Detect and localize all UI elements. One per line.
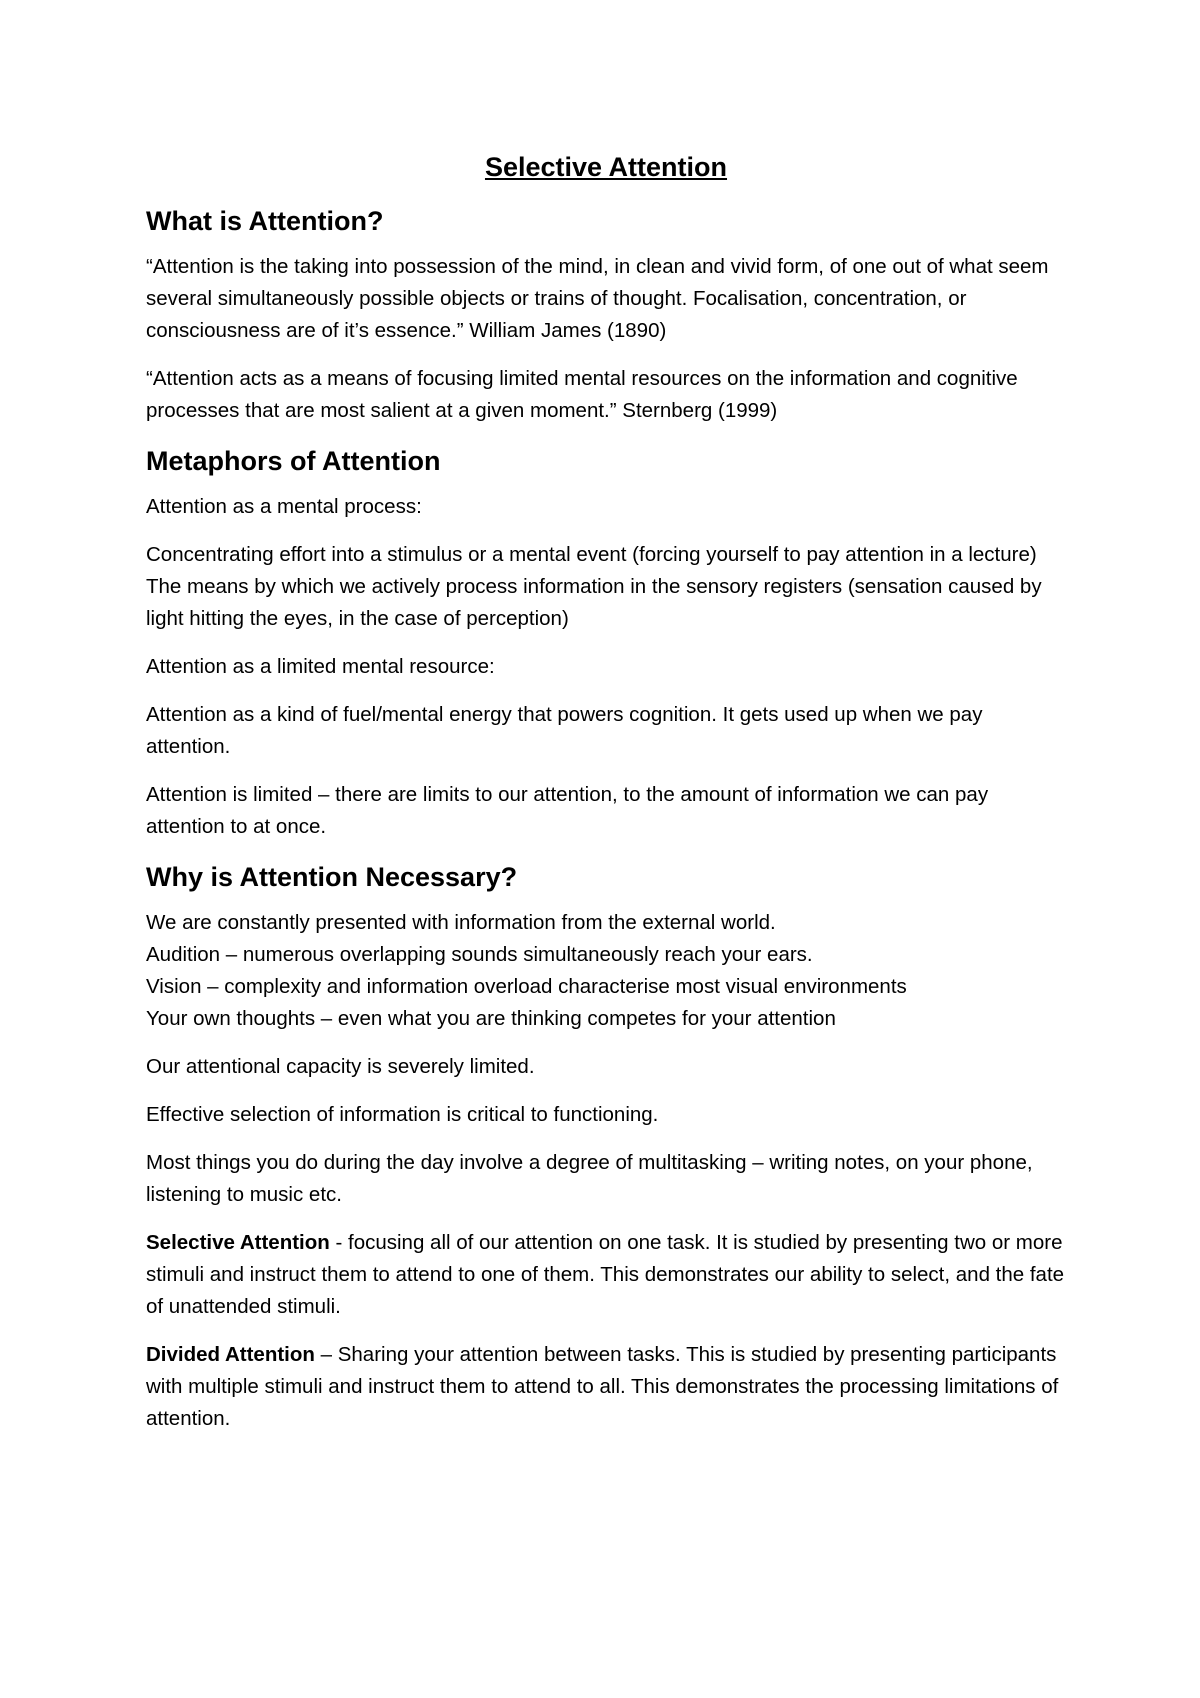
divided-attention-definition [146, 1339, 1066, 1435]
selective-attention-term: Selective Attention [146, 1231, 330, 1254]
divided-attention-term: Divided Attention [146, 1343, 315, 1366]
selective-attention-text: - focusing all of our attention on one task. It is studied by presenting two or more stimuli and instruct them to attend to one of them. This demonstrates our ability to select, and the fate of unattended stimuli. [146, 1231, 1065, 1318]
capacity-limited: Our attentional capacity is severely limited. [146, 1055, 535, 1078]
document-content [146, 145, 1066, 1451]
reason-line-4: Your own thoughts – even what you are thinking competes for your attention [146, 1007, 836, 1030]
divided-attention-text: – Sharing your attention between tasks. This is studied by presenting participants with multiple stimuli and instruct them to attend to all. This demonstrates the processing limitations of attention. [146, 1343, 1059, 1430]
metaphor-line-1: Concentrating effort into a stimulus or a mental event (forcing yourself to pay attention in a lecture) [146, 543, 1037, 566]
quote-sternberg: “Attention acts as a means of focusing limited mental resources on the information and cognitive processes that are most salient at a given moment.” Sternberg (1999) [146, 367, 1018, 422]
quote-william-james: “Attention is the taking into possession of the mind, in clean and vivid form, of one out of what seem several simultaneously possible objects or trains of thought. Focalisation, concentration, or consciousness are of it’s essence.” William James (1890) [146, 255, 1049, 342]
reason-line-2: Audition – numerous overlapping sounds simultaneously reach your ears. [146, 943, 813, 966]
subheading-mental-process: Attention as a mental process: [146, 495, 422, 518]
heading-why-attention-necessary: Why is Attention Necessary? [146, 862, 518, 892]
heading-metaphors-of-attention: Metaphors of Attention [146, 446, 441, 476]
metaphor-line-2: The means by which we actively process information in the sensory registers (sensation caused by light hitting the eyes, in the case of perception) [146, 575, 1042, 630]
heading-what-is-attention: What is Attention? [146, 206, 384, 236]
subheading-limited-resource: Attention as a limited mental resource: [146, 655, 495, 678]
document-title: Selective Attention [484, 152, 728, 182]
effective-selection: Effective selection of information is critical to functioning. [146, 1103, 659, 1126]
reason-line-1: We are constantly presented with information from the external world. [146, 911, 776, 934]
metaphor-line-3: Attention as a kind of fuel/mental energy that powers cognition. It gets used up when we pay attention. [146, 703, 983, 758]
multitasking: Most things you do during the day involve a degree of multitasking – writing notes, on your phone, listening to music etc. [146, 1151, 1033, 1206]
reason-line-3: Vision – complexity and information overload characterise most visual environments [146, 975, 907, 998]
metaphor-line-4: Attention is limited – there are limits to our attention, to the amount of information we can pay attention to at once. [146, 783, 989, 838]
selective-attention-definition [146, 1227, 1066, 1323]
